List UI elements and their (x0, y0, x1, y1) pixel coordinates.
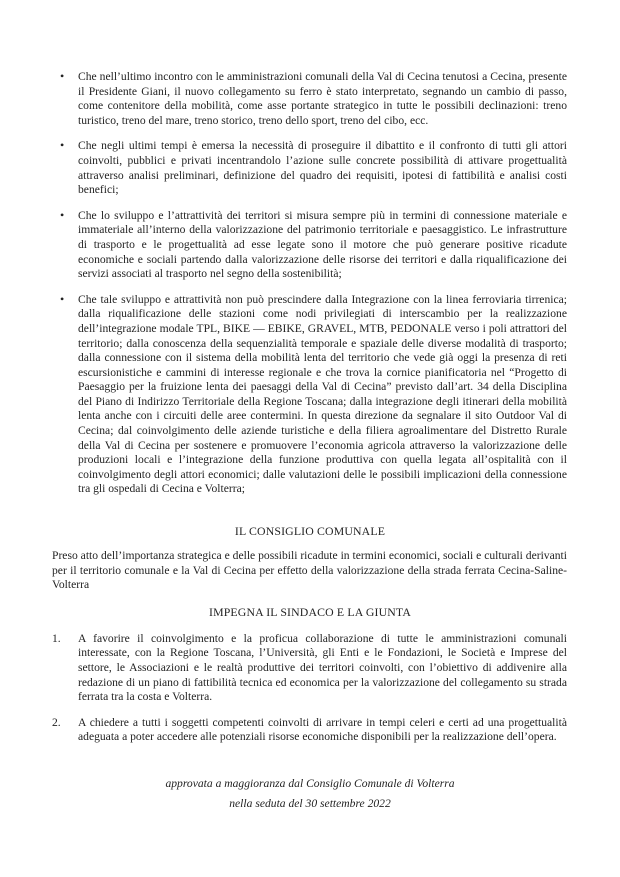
list-item: • Che negli ultimi tempi è emersa la necessità di proseguire il dibattito e il confronto di tutti gli attori coinvolti, pubblici e privati incentrandolo l’azione sulle concrete possibilità di attivare progettualità attraverso analisi preliminari, definizione del quadro dei requisiti, ipotesi di fattibilità e analisi costi benefici; (0, 139, 620, 197)
commitment-heading: IMPEGNA IL SINDACO E LA GIUNTA (208, 604, 412, 619)
list-item: • Che tale sviluppo e attrattività non può prescindere dalla Integrazione con la linea ferroviaria tirrenica; dalla riqualificazione delle stazioni come nodi privilegiati di interscambio per la realizzazione dell’integrazione modale TPL, BIKE — EBIKE, GRAVEL, MTB, PEDONALE verso i poli attrattori del territorio; dalla conoscenza della sequenzialità temporale e spaziale delle diverse modalità di trasporto; dalla connessione con il sistema della mobilità lenta del territorio che vede già oggi la presenza di reti escursionistiche e cammini di interesse regionale e che trova la cornice pianificatoria nel “Progetto di Paesaggio per la fruizione lenta dei paesaggi della Val di Cecina” previsto dall’art. 34 della Disciplina del Piano di Indirizzo Territoriale della Regione Toscana; dalla integrazione degli itinerari della mobilità lenta anche con i circuiti delle aree contermini. In questa direzione da segnalare il sito Outdoor Val di Cecina; dal coinvolgimento delle aziende turistiche e della filiera agroalimentare del Distretto Rurale della Val di Cecina per sostenere e promuovere l’economia agricola attraverso la valorizzazione delle produzioni locali e l’integrazione della funzione produttiva con quella legata all’ospitalità con il coinvolgimento degli attori economici; dalle valutazioni delle le possibili implicazioni della connessione tra gli ospedali di Cecina e Volterra; (0, 293, 620, 497)
list-item: • Che nell’ultimo incontro con le amministrazioni comunali della Val di Cecina tenutosi a Cecina, presente il Presidente Giani, il nuovo collegamento su ferro è stato interpretato, segnando un cambio di passo, come contenitore della mobilità, come asse portante strategico in tutte le possibili declinazioni: treno turistico, treno del mare, treno storico, treno dello sport, treno del cibo, ecc. (0, 70, 620, 128)
premise-bullet-list (0, 70, 620, 497)
list-item-number: 2. (52, 715, 61, 729)
council-heading: IL CONSIGLIO COMUNALE (234, 524, 386, 539)
spacer-after-commitment-heading (0, 620, 620, 632)
spacer-after-council-heading (0, 539, 620, 549)
council-paragraph: Preso atto dell’importanza strategica e delle possibili ricadute in termini economici, sociali e culturali derivanti per il territorio comunale e la Val di Cecina per effetto della valorizzazione della strada ferrata Cecina-Saline-Volterra (52, 549, 567, 592)
approval-line-1: approvata a maggioranza dal Consiglio Comunale di Volterra (165, 776, 455, 790)
list-item-text: A chiedere a tutti i soggetti competenti coinvolti di arrivare in tempi celeri e certi ad una progettualità adeguata a poter accedere alle potenziali risorse economiche disponibili per la realizzazione dell’opera. (78, 715, 567, 744)
spacer-before-council-heading (0, 508, 620, 524)
top-margin-spacer (0, 0, 620, 70)
list-item-text: A favorire il coinvolgimento e la proficua collaborazione di tutte le amministrazioni comunali interessate, con la Regione Toscana, l’Università, gli Enti e le Fondazioni, le Società e Imprese del settore, le Associazioni e le realtà produttive dei territori coinvolti, con l’obiettivo di addivenire alla redazione di un piano di fattibilità tecnica ed economica per la valorizzazione del collegamento su strada ferrata tra la costa e Volterra. (78, 631, 567, 704)
approval-line-2: nella seduta del 30 settembre 2022 (229, 796, 391, 810)
list-item: • Che lo sviluppo e l’attrattività dei territori si misura sempre più in termini di connessione materiale e immateriale all’interno della valorizzazione del patrimonio territoriale e paesaggistico. Le infrastrutture di trasporto e le progettualità ad esse legate sono il motore che può generare positive ricadute economiche e sociali partendo dalla valorizzazione delle risorse dei territori e dalla riqualificazione dei servizi associati al trasporto nel segno della sostenibilità; (0, 209, 620, 282)
commitment-list (0, 632, 620, 745)
spacer-before-footer (0, 756, 620, 774)
spacer-before-commitment-heading (0, 593, 620, 605)
list-item (0, 716, 620, 745)
list-item (0, 632, 620, 705)
list-item-number: 1. (52, 631, 61, 645)
